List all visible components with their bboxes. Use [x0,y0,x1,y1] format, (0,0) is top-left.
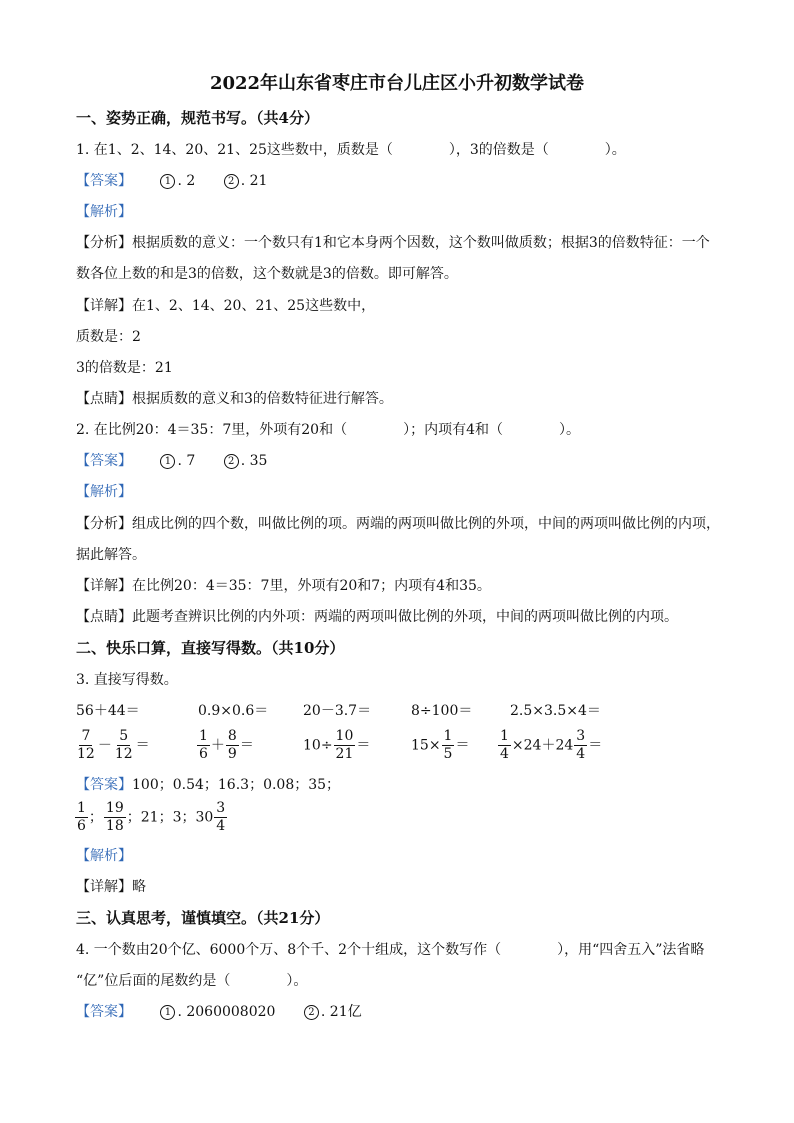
equals: ＝ [239,737,254,754]
fraction [574,728,587,763]
dianjing-text: 根据质数的意义和3的倍数特征进行解答。 [132,391,393,407]
question-3: 3. 直接写得数。 [76,672,178,688]
answer-label: 【答案】 [76,173,132,189]
calc-7 [196,728,254,763]
fraction [442,728,455,763]
xiangjie-label: 【详解】 [76,578,132,594]
answer-label: 【答案】 [76,453,132,469]
numerator: 1 [500,728,509,744]
denominator: 4 [576,746,586,762]
q2-answer-1-text: . 7 [177,453,196,469]
dianjing-label: 【点睛】 [76,391,132,407]
equals: ＝ [356,737,371,754]
denominator: 9 [227,746,237,762]
numerator: 8 [227,728,237,744]
denominator: 5 [443,746,453,762]
xiangjie-text: 在1、2、14、20、21、25这些数中， [132,298,376,314]
q4-answer [76,1002,386,1022]
calc-9 [411,728,469,763]
fraction [75,800,88,835]
prefix: 10÷ [303,737,333,754]
xiangjie-text: 略 [132,879,146,895]
q4-answer-1-text: . 2060008020 [177,1004,276,1020]
calc-2: 0.9×0.6＝ [198,703,269,719]
calc-1: 56＋44＝ [76,703,140,719]
denominator: 6 [77,818,86,834]
numerator: 1 [443,728,453,744]
answer-label: 【答案】 [76,777,132,793]
q3-answer-fractions [74,800,228,835]
q1-answer-2 [224,171,268,191]
equals: ＝ [135,737,150,754]
prefix: 15× [411,737,441,754]
q1-answer [76,171,291,191]
q3-answer [76,775,340,795]
operator: ＋ [210,737,225,754]
denominator: 12 [114,746,133,762]
dianjing-label: 【点睛】 [76,609,132,625]
fenxi-label: 【分析】 [76,516,132,532]
calc-8 [303,728,370,763]
q2-answer [76,451,291,471]
q1-xiangjie-2: 质数是：2 [76,329,141,345]
fenxi-text: 根据质数的意义：一个数只有1和它本身两个因数，这个数叫做质数；根据3的倍数特征：一个 [132,235,710,251]
q4-answer-2-text: . 21亿 [320,1004,362,1020]
circled-number-2: 2 [304,1005,319,1020]
numerator: 1 [199,728,208,744]
q1-analysis-label: 【解析】 [76,204,132,220]
q1-fenxi-line-2: 数各位上数的和是3的倍数，这个数就是3的倍数。即可解答。 [76,266,458,282]
denominator: 4 [216,818,226,834]
equals: ＝ [588,737,603,754]
q2-fenxi-line-1 [76,514,720,534]
calc-3: 20－3.7＝ [303,703,372,719]
numerator: 5 [119,728,129,744]
numerator: 19 [105,800,124,816]
fraction [104,800,126,835]
q4-answer-1 [160,1002,275,1022]
q2-analysis-label: 【解析】 [76,484,132,500]
section-2-heading: 二、快乐口算，直接写得数。（共10分） [76,639,345,657]
q2-answer-2-text: . 35 [240,453,268,469]
circled-number-1: 1 [160,1005,175,1020]
denominator: 18 [105,818,124,834]
fraction [214,800,227,835]
q2-answer-1 [160,451,195,471]
answer-label: 【答案】 [76,1004,132,1020]
answer-rest: ；21；3；30 [126,809,214,826]
q2-answer-2 [224,451,268,471]
dianjing-text: 此题考查辨识比例的内外项：两端的两项叫做比例的外项，中间的两项叫做比例的内项。 [132,609,678,625]
q4-answer-2 [304,1002,362,1022]
fraction [226,728,239,763]
equals: ＝ [455,737,470,754]
q2-xiangjie [76,576,491,596]
fraction [334,728,356,763]
q1-dianjing [76,389,393,409]
circled-number-2: 2 [224,454,239,469]
question-1: 1. 在1、2、14、20、21、25这些数中，质数是（ ），3的倍数是（ ）。 [76,142,626,158]
fraction [113,728,135,763]
fenxi-text: 组成比例的四个数，叫做比例的项。两端的两项叫做比例的外项，中间的两项叫做比例的内项， [132,516,720,532]
calc-6 [74,728,150,763]
fraction [498,728,511,763]
operator: － [97,737,112,754]
q2-fenxi-line-2: 据此解答。 [76,547,146,563]
q1-fenxi-line-1 [76,233,710,253]
section-1-heading: 一、姿势正确，规范书写。（共4分） [76,109,319,127]
numerator: 7 [81,728,91,744]
numerator: 1 [77,800,86,816]
fenxi-label: 【分析】 [76,235,132,251]
numerator: 3 [216,800,226,816]
page-title: 2022年山东省枣庄市台儿庄区小升初数学试卷 [209,73,585,94]
q3-xiangjie [76,877,146,897]
q1-answer-1 [160,171,195,191]
numerator: 3 [576,728,586,744]
separator: ； [88,809,103,826]
q3-analysis-label: 【解析】 [76,848,132,864]
q1-answer-1-text: . 2 [177,173,196,189]
middle-expression: ×24＋24 [511,737,574,754]
calc-4: 8÷100＝ [411,703,473,719]
fraction [197,728,210,763]
denominator: 6 [199,746,208,762]
numerator: 10 [335,728,354,744]
q3-answer-text: 100；0.54；16.3；0.08；35； [132,777,341,793]
circled-number-1: 1 [160,454,175,469]
xiangjie-label: 【详解】 [76,298,132,314]
q2-dianjing [76,607,678,627]
xiangjie-text: 在比例20：4＝35：7里，外项有20和7；内项有4和35。 [132,578,491,594]
question-4-line-1: 4. 一个数由20个亿、6000个万、8个千、2个十组成，这个数写作（ ），用“四舍五入”法省略 [76,942,705,958]
denominator: 21 [335,746,354,762]
section-3-heading: 三、认真思考，谨慎填空。（共21分） [76,909,330,927]
q1-xiangjie [76,296,375,316]
calc-5: 2.5×3.5×4＝ [510,703,601,719]
xiangjie-label: 【详解】 [76,879,132,895]
q1-answer-2-text: . 21 [240,173,268,189]
question-4-line-2: “亿”位后面的尾数约是（ ）。 [76,973,308,989]
fraction [75,728,97,763]
denominator: 4 [500,746,509,762]
q1-xiangjie-3: 3的倍数是：21 [76,360,173,376]
calc-10 [497,728,602,763]
circled-number-2: 2 [224,174,239,189]
denominator: 12 [77,746,95,762]
question-2: 2. 在比例20：4＝35：7里，外项有20和（ ）；内项有4和（ ）。 [76,422,580,438]
circled-number-1: 1 [160,174,175,189]
